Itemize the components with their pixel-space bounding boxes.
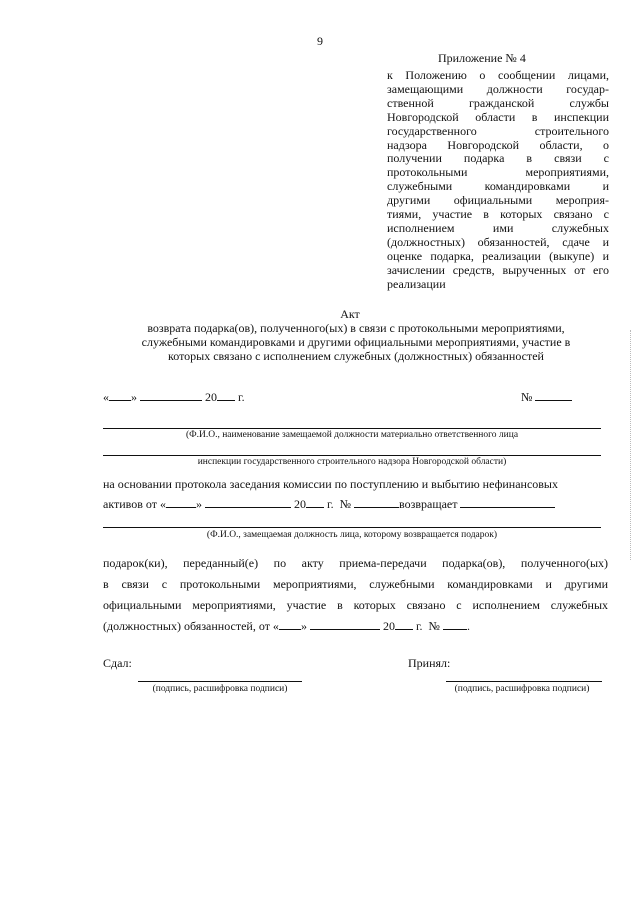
appendix-line: (должностных) обязанностей, сдаче и bbox=[387, 234, 609, 249]
act-title: Акт bbox=[340, 307, 360, 321]
appendix-line: зачислении средств, вырученных от его bbox=[387, 262, 609, 277]
appendix-line: государственного строительного bbox=[387, 123, 609, 138]
act-number-blank[interactable] bbox=[535, 389, 572, 401]
basis-number-sign: № bbox=[339, 497, 352, 511]
body-line: в связи с протокольными мероприятиями, служебными командировками и другими bbox=[103, 577, 608, 591]
returns-label: возвращает bbox=[399, 497, 458, 511]
act-subtitle bbox=[112, 321, 600, 363]
year-suffix: г. bbox=[238, 390, 245, 404]
appendix-line: ственной гражданской службы bbox=[387, 95, 609, 110]
basis-number-blank[interactable] bbox=[354, 496, 399, 508]
appendix-line: реализации bbox=[387, 276, 446, 291]
received-signature-line[interactable] bbox=[446, 681, 602, 682]
appendix-line: получении подарка в связи с bbox=[387, 151, 609, 166]
basis-day-blank[interactable] bbox=[166, 496, 196, 508]
quote-close: » bbox=[196, 497, 202, 511]
page-number: 9 bbox=[317, 34, 323, 48]
body-last-text: (должностных) обязанностей, от « bbox=[103, 619, 279, 633]
appendix-line: к Положению о сообщении лицами, bbox=[387, 68, 609, 82]
body-quote-close: » bbox=[300, 619, 307, 633]
official-position-line[interactable] bbox=[103, 455, 601, 456]
assets-from-label: активов от « bbox=[103, 497, 166, 511]
handed-signature-line[interactable] bbox=[138, 681, 302, 682]
basis-year-blank[interactable] bbox=[306, 496, 324, 508]
appendix-line: тиями, участие в которых связано с bbox=[387, 207, 609, 222]
body-year-suffix: г. bbox=[415, 619, 423, 633]
number-sign: № bbox=[521, 390, 533, 404]
appendix-line: служебными командировками и bbox=[387, 179, 609, 194]
year-prefix: 20 bbox=[205, 390, 217, 404]
appendix-text bbox=[387, 69, 609, 292]
official-caption-2: инспекции государственного строительного надзора Новгородской области) bbox=[197, 457, 507, 467]
body-month-blank[interactable] bbox=[310, 618, 380, 630]
official-name-line[interactable] bbox=[103, 428, 601, 429]
official-caption-1: (Ф.И.О., наименование замещаемой должности материально ответственного лица bbox=[185, 430, 519, 440]
act-number-field bbox=[521, 389, 572, 405]
returns-to-blank[interactable] bbox=[460, 496, 555, 508]
act-subtitle-line: возврата подарка(ов), полученного(ых) в связи с протокольными мероприятиями, bbox=[147, 321, 565, 335]
quote-open: « bbox=[103, 390, 109, 404]
act-date-field bbox=[103, 389, 245, 405]
handed-signature-caption: (подпись, расшифровка подписи) bbox=[152, 684, 288, 694]
body-year-blank[interactable] bbox=[395, 618, 413, 630]
body-line-last bbox=[103, 616, 608, 637]
basis-year-suffix: г. bbox=[327, 497, 334, 511]
basis-line-1 bbox=[103, 474, 608, 495]
body-paragraph bbox=[103, 553, 608, 637]
scan-margin-mark bbox=[630, 330, 632, 560]
month-blank[interactable] bbox=[140, 389, 202, 401]
year-blank[interactable] bbox=[217, 389, 235, 401]
body-number-sign: № bbox=[428, 619, 440, 633]
appendix-line: другими официальными мероприя- bbox=[387, 193, 609, 208]
basis-year-prefix: 20 bbox=[294, 497, 306, 511]
received-signature-caption: (подпись, расшифровка подписи) bbox=[454, 684, 590, 694]
body-line: официальными мероприятиями, участие в которых связано с исполнением служебных bbox=[103, 598, 608, 612]
appendix-line: надзора Новгородской области, о bbox=[387, 137, 609, 152]
received-label: Принял: bbox=[408, 656, 451, 670]
basis-line-2 bbox=[103, 494, 608, 515]
appendix-line: протокольными мероприятиями, bbox=[387, 165, 609, 180]
body-end: . bbox=[466, 619, 470, 633]
appendix-line: оценке подарка, реализации (выкупе) и bbox=[387, 248, 609, 263]
handed-label: Сдал: bbox=[103, 656, 132, 670]
body-number-blank[interactable] bbox=[443, 618, 467, 630]
appendix-line: замещающими должности государ- bbox=[387, 81, 609, 96]
basis-text: на основании протокола заседания комиссии по поступлению и выбытию нефинансовых bbox=[103, 477, 558, 491]
recipient-caption: (Ф.И.О., замещаемая должность лица, которому возвращается подарок) bbox=[206, 530, 498, 540]
appendix-line: исполнением ими служебных bbox=[387, 220, 609, 235]
body-year-prefix: 20 bbox=[382, 619, 395, 633]
recipient-line[interactable] bbox=[103, 527, 601, 528]
body-day-blank[interactable] bbox=[279, 618, 301, 630]
act-subtitle-line: которых связано с исполнением служебных (должностных) обязанностей bbox=[168, 349, 544, 363]
appendix-title: Приложение № 4 bbox=[438, 51, 526, 65]
body-line: подарок(ки), переданный(е) по акту приема-передачи подарка(ов), полученного(ых) bbox=[103, 556, 608, 570]
day-blank[interactable] bbox=[109, 389, 131, 401]
quote-close: » bbox=[131, 390, 137, 404]
appendix-line: Новгородской области в инспекции bbox=[387, 109, 609, 124]
basis-month-blank[interactable] bbox=[205, 496, 291, 508]
act-subtitle-line: служебными командировками и другими официальными мероприятиями, участие в bbox=[141, 335, 571, 349]
